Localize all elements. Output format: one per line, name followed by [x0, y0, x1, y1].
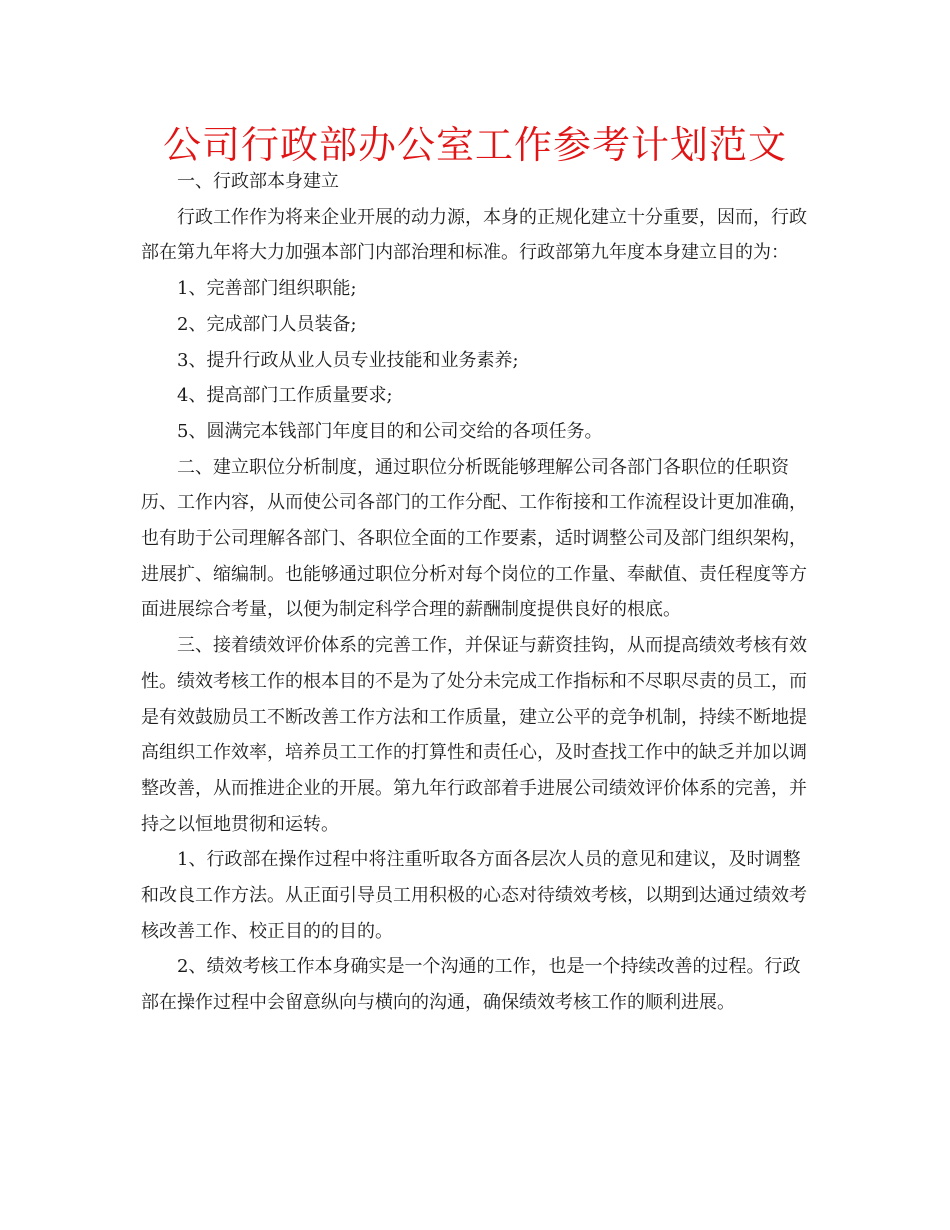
paragraph: 三、接着绩效评价体系的完善工作，并保证与薪资挂钩，从而提高绩效考核有效性。绩效考核工作的根本目的不是为了处分未完成工作指标和不尽职尽责的员工，而是有效鼓励员工不断改善工作方法和工作质量，建立公平的竞争机制，持续不断地提高组织工作效率，培养员工工作的打算性和责任心，及时查找工作中的缺乏并加以调整改善，从而推进企业的开展。第九年行政部着手进展公司绩效评价体系的完善，并持之以恒地贯彻和运转。: [141, 635, 807, 835]
document-title: 公司行政部办公室工作参考计划范文: [162, 123, 787, 167]
paragraph: 1、行政部在操作过程中将注重听取各方面各层次人员的意见和建议，及时调整和改良工作方法。从正面引导员工用积极的心态对待绩效考核，以期到达通过绩效考核改善工作、校正目的的目的。: [141, 849, 807, 942]
section-heading: 一、行政部本身建立: [177, 171, 339, 192]
document-body: [141, 164, 815, 1021]
paragraph: 行政工作作为将来企业开展的动力源，本身的正规化建立十分重要，因而，行政部在第九年将大力加强本部门内部治理和标准。行政部第九年度本身建立目的为：: [141, 206, 807, 264]
paragraph: 二、建立职位分析制度，通过职位分析既能够理解公司各部门各职位的任职资历、工作内容，从而使公司各部门的工作分配、工作衔接和工作流程设计更加准确，也有助于公司理解各部门、各职位全面的工作要素，适时调整公司及部门组织架构，进展扩、缩编制。也能够通过职位分析对每个岗位的工作量、奉献值、责任程度等方面进展综合考量，以便为制定科学合理的薪酬制度提供良好的根底。: [141, 456, 807, 621]
list-item: 2、完成部门人员装备;: [177, 313, 357, 335]
paragraph: 2、绩效考核工作本身确实是一个沟通的工作，也是一个持续改善的过程。行政部在操作过程中会留意纵向与横向的沟通，确保绩效考核工作的顺利进展。: [141, 956, 801, 1014]
list-item: 1、完善部门组织职能;: [177, 278, 357, 300]
list-item: 4、提高部门工作质量要求;: [177, 385, 393, 407]
list-item: 3、提升行政从业人员专业技能和业务素养;: [177, 349, 519, 371]
list-item: 5、圆满完本钱部门年度目的和公司交给的各项任务。: [177, 420, 603, 442]
